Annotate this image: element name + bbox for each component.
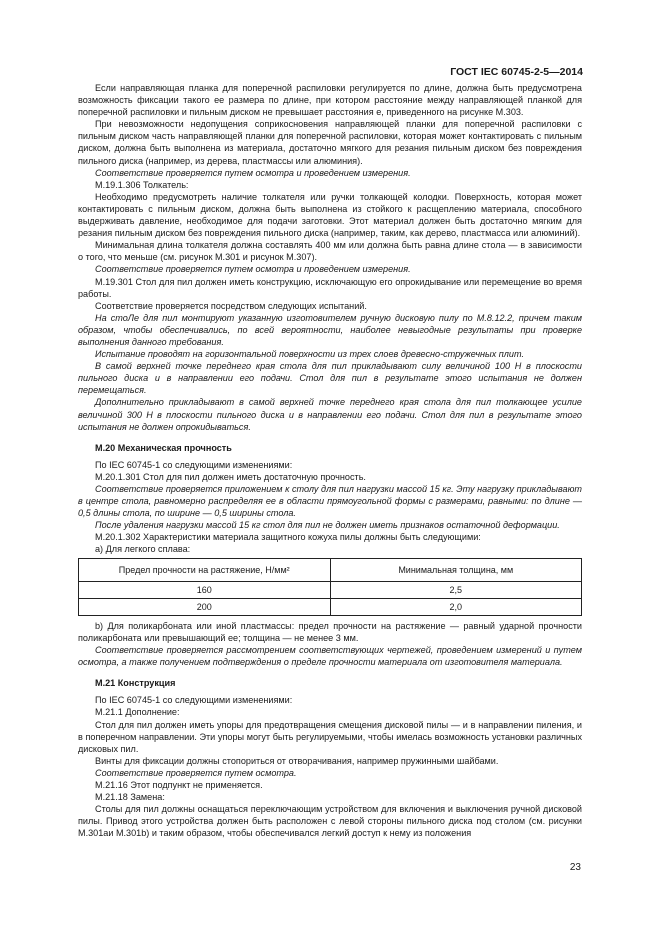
table-row bbox=[79, 581, 582, 598]
standard-header: ГОСТ IEC 60745-2-5—2014 bbox=[450, 66, 583, 78]
table-cell: 2,5 bbox=[330, 581, 582, 598]
paragraph: Соответствие проверяется рассмотрением соответствующих чертежей, проведением измерений и путем осмотра, а также получением подтверждения о пределе прочности материала от изготовителя материала. bbox=[78, 645, 582, 668]
table-cell: 160 bbox=[79, 581, 331, 598]
section-m20-after-table bbox=[78, 620, 582, 668]
paragraph: По IEC 60745-1 со следующими изменениями: bbox=[95, 459, 293, 470]
paragraph: Соответствие проверяется приложением к столу для пил нагрузки массой 15 кг. Эту нагрузку прикладывают в центре стола, равномерно распределяя ее в области прямоугольной формы с размерами, равными: по длине — 0,5 длины стола, по ширине — 0,5 ширины стола. bbox=[78, 484, 582, 519]
paragraph: М.21.16 Этот подпункт не применяется. bbox=[95, 779, 263, 790]
paragraph: Испытание проводят на горизонтальной поверхности из трех слоев древесно-стружечных плит. bbox=[95, 349, 524, 360]
intro-paragraphs bbox=[78, 82, 582, 433]
table-row bbox=[79, 598, 582, 615]
paragraph: При невозможности недопущения соприкосновения направляющей планки для поперечной распиловки с пильным диском часть направляющей планки для поперечной распиловки, которая может контактировать с пильным диском, должна быть выполнена из материала, достаточно мягкого для резания пильным диском без повреждения пильного диска (например, из дерева, пластмассы или алюминия). bbox=[78, 119, 582, 166]
paragraph: М.20.1.302 Характеристики материала защитного кожуха пилы должны быть следующими: bbox=[95, 532, 481, 543]
table-cell: 2,0 bbox=[330, 598, 582, 615]
paragraph: Винты для фиксации должны стопориться от отворачивания, например пружинными шайбами. bbox=[95, 755, 499, 766]
section-m21-paragraphs bbox=[78, 694, 582, 839]
paragraph: Соответствие проверяется путем осмотра и проведением измерения. bbox=[95, 264, 411, 275]
paragraph: Если направляющая планка для поперечной распиловки регулируется по длине, должна быть предусмотрена возможность фиксации такого ее размера по длине, при котором расстояние между направляющей планкой для поперечной распиловки и пильным диском не превышает расстояния e, приведенного на рисунке М.303. bbox=[78, 83, 582, 118]
paragraph: Необходимо предусмотреть наличие толкателя или ручки толкающей колодки. Поверхность, которая может контактировать с пильным диском, должна быть выполнена из стойкого к расщеплению материала, способного выдерживать давление, необходимое для подачи заготовки. Этот материал должен быть достаточно мягким для резания пильным диском без повреждения пильного диска (например, таким, как дерево, пластмасса или алюминий). bbox=[78, 191, 582, 239]
paragraph: Соответствие проверяется путем осмотра и проведением измерения. bbox=[95, 167, 411, 178]
paragraph: Соответствие проверяется путем осмотра. bbox=[95, 767, 297, 778]
paragraph: Соответствие проверяется посредством следующих испытаний. bbox=[95, 300, 367, 311]
table-header-cell: Предел прочности на растяжение, Н/мм² bbox=[79, 558, 331, 581]
paragraph: М.19.1.306 Толкатель: bbox=[95, 179, 189, 190]
table-header-row bbox=[79, 558, 582, 581]
page-number: 23 bbox=[569, 862, 581, 873]
paragraph: М.19.301 Стол для пил должен иметь конструкцию, исключающую его опрокидывание или перемещение во время работы. bbox=[78, 276, 582, 299]
paragraph: По IEC 60745-1 со следующими изменениями: bbox=[95, 695, 293, 706]
paragraph: М.20.1.301 Стол для пил должен иметь достаточную прочность. bbox=[95, 471, 366, 482]
paragraph: Столы для пил должны оснащаться переключающим устройством для включения и выключения ручной дисковой пилы. Привод этого устройства должен быть расположен с левой стороны пильного диска под столом (см. рисунки М.301аи М.301b) и таким образом, чтобы обеспечивался легкий доступ к нему из положения bbox=[78, 804, 582, 839]
page-content bbox=[78, 82, 582, 839]
paragraph: Стол для пил должен иметь упоры для предотвращения смещения дисковой пилы — и в направлении пиления, и в поперечном направлении. Эти упоры могут быть регулируемыми, чтобы имелась возможность установки различных дисковых пил. bbox=[78, 719, 582, 754]
paragraph: М.21.1 Дополнение: bbox=[95, 707, 180, 718]
paragraph: a) Для легкого сплава: bbox=[95, 544, 191, 555]
section-m20-paragraphs bbox=[78, 459, 582, 556]
table-cell: 200 bbox=[79, 598, 331, 615]
paragraph: После удаления нагрузки массой 15 кг стол для пил не должен иметь признаков остаточной деформации. bbox=[95, 520, 560, 531]
paragraph: Минимальная длина толкателя должна составлять 400 мм или должна быть равна длине стола — в зависимости о того, что меньше (см. рисунок М.301 и рисунок М.307). bbox=[78, 240, 582, 263]
paragraph: b) Для поликарбоната или иной пластмассы: предел прочности на растяжение — равный ударной прочности поликарбоната или превышающий ее; толщина — не менее 3 мм. bbox=[78, 620, 582, 643]
paragraph: Дополнительно прикладывают в самой верхней точке переднего края стола для пил толкающее усилие величиной 300 Н в плоскости пильного диска и в направлении его подачи. Стол для пил в результате этого испытания не должен опрокидываться. bbox=[78, 397, 582, 432]
section-heading-m20: М.20 Механическая прочность bbox=[95, 442, 232, 453]
section-heading-m21: М.21 Конструкция bbox=[95, 678, 176, 689]
strength-table bbox=[78, 558, 582, 616]
table-header-cell: Минимальная толщина, мм bbox=[330, 558, 582, 581]
paragraph: На стоЛе для пил монтируют указанную изготовителем ручную дисковую пилу по М.8.12.2, причем таким образом, чтобы обеспечивались, по всей вероятности, наиболее невыгодные результаты при проверке выполнения данного требования. bbox=[78, 312, 582, 347]
paragraph: М.21.18 Замена: bbox=[95, 792, 165, 803]
paragraph: В самой верхней точке переднего края стола для пил прикладывают силу величиной 100 Н в плоскости пильного диска и в направлении его подачи. Стол для пил в результате этого испытания не должен перемещаться. bbox=[78, 361, 582, 396]
